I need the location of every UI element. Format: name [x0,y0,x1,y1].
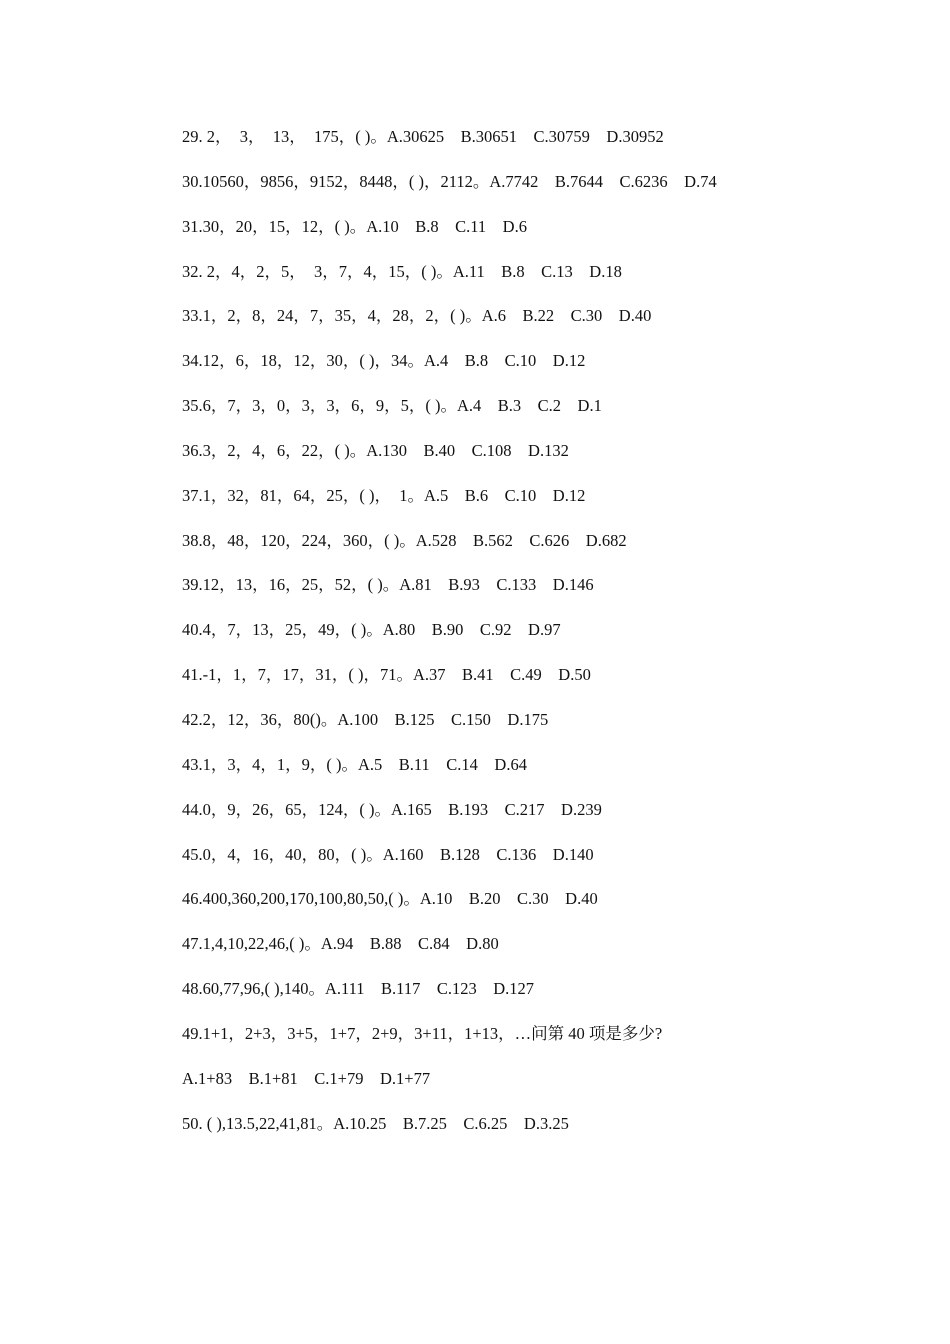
question-45: 45.0，4，16，40，80，( )。A.160 B.128 C.136 D.140 [182,844,594,864]
question-47: 47.1,4,10,22,46,( )。A.94 B.88 C.84 D.80 [182,934,499,954]
question-46: 46.400,360,200,170,100,80,50,( )。A.10 B.20 C.30 D.40 [182,889,598,909]
question-48: 48.60,77,96,( ),140。A.111 B.117 C.123 D.127 [182,979,534,999]
question-39: 39.12，13，16，25，52，( )。A.81 B.93 C.133 D.146 [182,575,594,595]
question-41: 41.-1，1，7，17，31，( )，71。A.37 B.41 C.49 D.50 [182,665,591,685]
question-49: 49.1+1，2+3，3+5，1+7，2+9，3+11，1+13，…问第 40 项是多少? [182,1023,663,1043]
question-35: 35.6，7，3，0，3，3，6，9，5，( )。A.4 B.3 C.2 D.1 [182,396,602,416]
question-list [182,126,922,1157]
question-49-options: A.1+83 B.1+81 C.1+79 D.1+77 [182,1068,431,1088]
question-42: 42.2，12，36，80()。A.100 B.125 C.150 D.175 [182,709,549,729]
question-32: 32. 2，4，2，5， 3，7，4，15，( )。A.11 B.8 C.13 D.18 [182,261,622,281]
question-29: 29. 2， 3， 13， 175，( )。A.30625 B.30651 C.30759 D.30952 [182,127,664,146]
question-33: 33.1，2，8，24，7，35，4，28，2，( )。A.6 B.22 C.30 D.40 [182,306,652,326]
question-43: 43.1，3，4，1，9，( )。A.5 B.11 C.14 D.64 [182,754,527,774]
question-44: 44.0，9，26，65，124，( )。A.165 B.193 C.217 D.239 [182,799,602,819]
question-37: 37.1，32，81，64，25，( )， 1。A.5 B.6 C.10 D.12 [182,485,586,505]
question-34: 34.12，6，18，12，30，( )，34。A.4 B.8 C.10 D.12 [182,351,586,371]
question-50: 50. ( ),13.5,22,41,81。A.10.25 B.7.25 C.6.25 D.3.25 [182,1113,569,1133]
question-31: 31.30，20，15，12，( )。A.10 B.8 C.11 D.6 [182,216,527,236]
question-40: 40.4，7，13，25，49，( )。A.80 B.90 C.92 D.97 [182,620,561,640]
question-36: 36.3，2，4，6，22，( )。A.130 B.40 C.108 D.132 [182,440,569,460]
question-30: 30.10560，9856，9152，8448，( )，2112。A.7742 B.7644 C.6236 D.74 [182,171,717,191]
question-38: 38.8，48，120，224，360，( )。A.528 B.562 C.626 D.682 [182,530,627,550]
